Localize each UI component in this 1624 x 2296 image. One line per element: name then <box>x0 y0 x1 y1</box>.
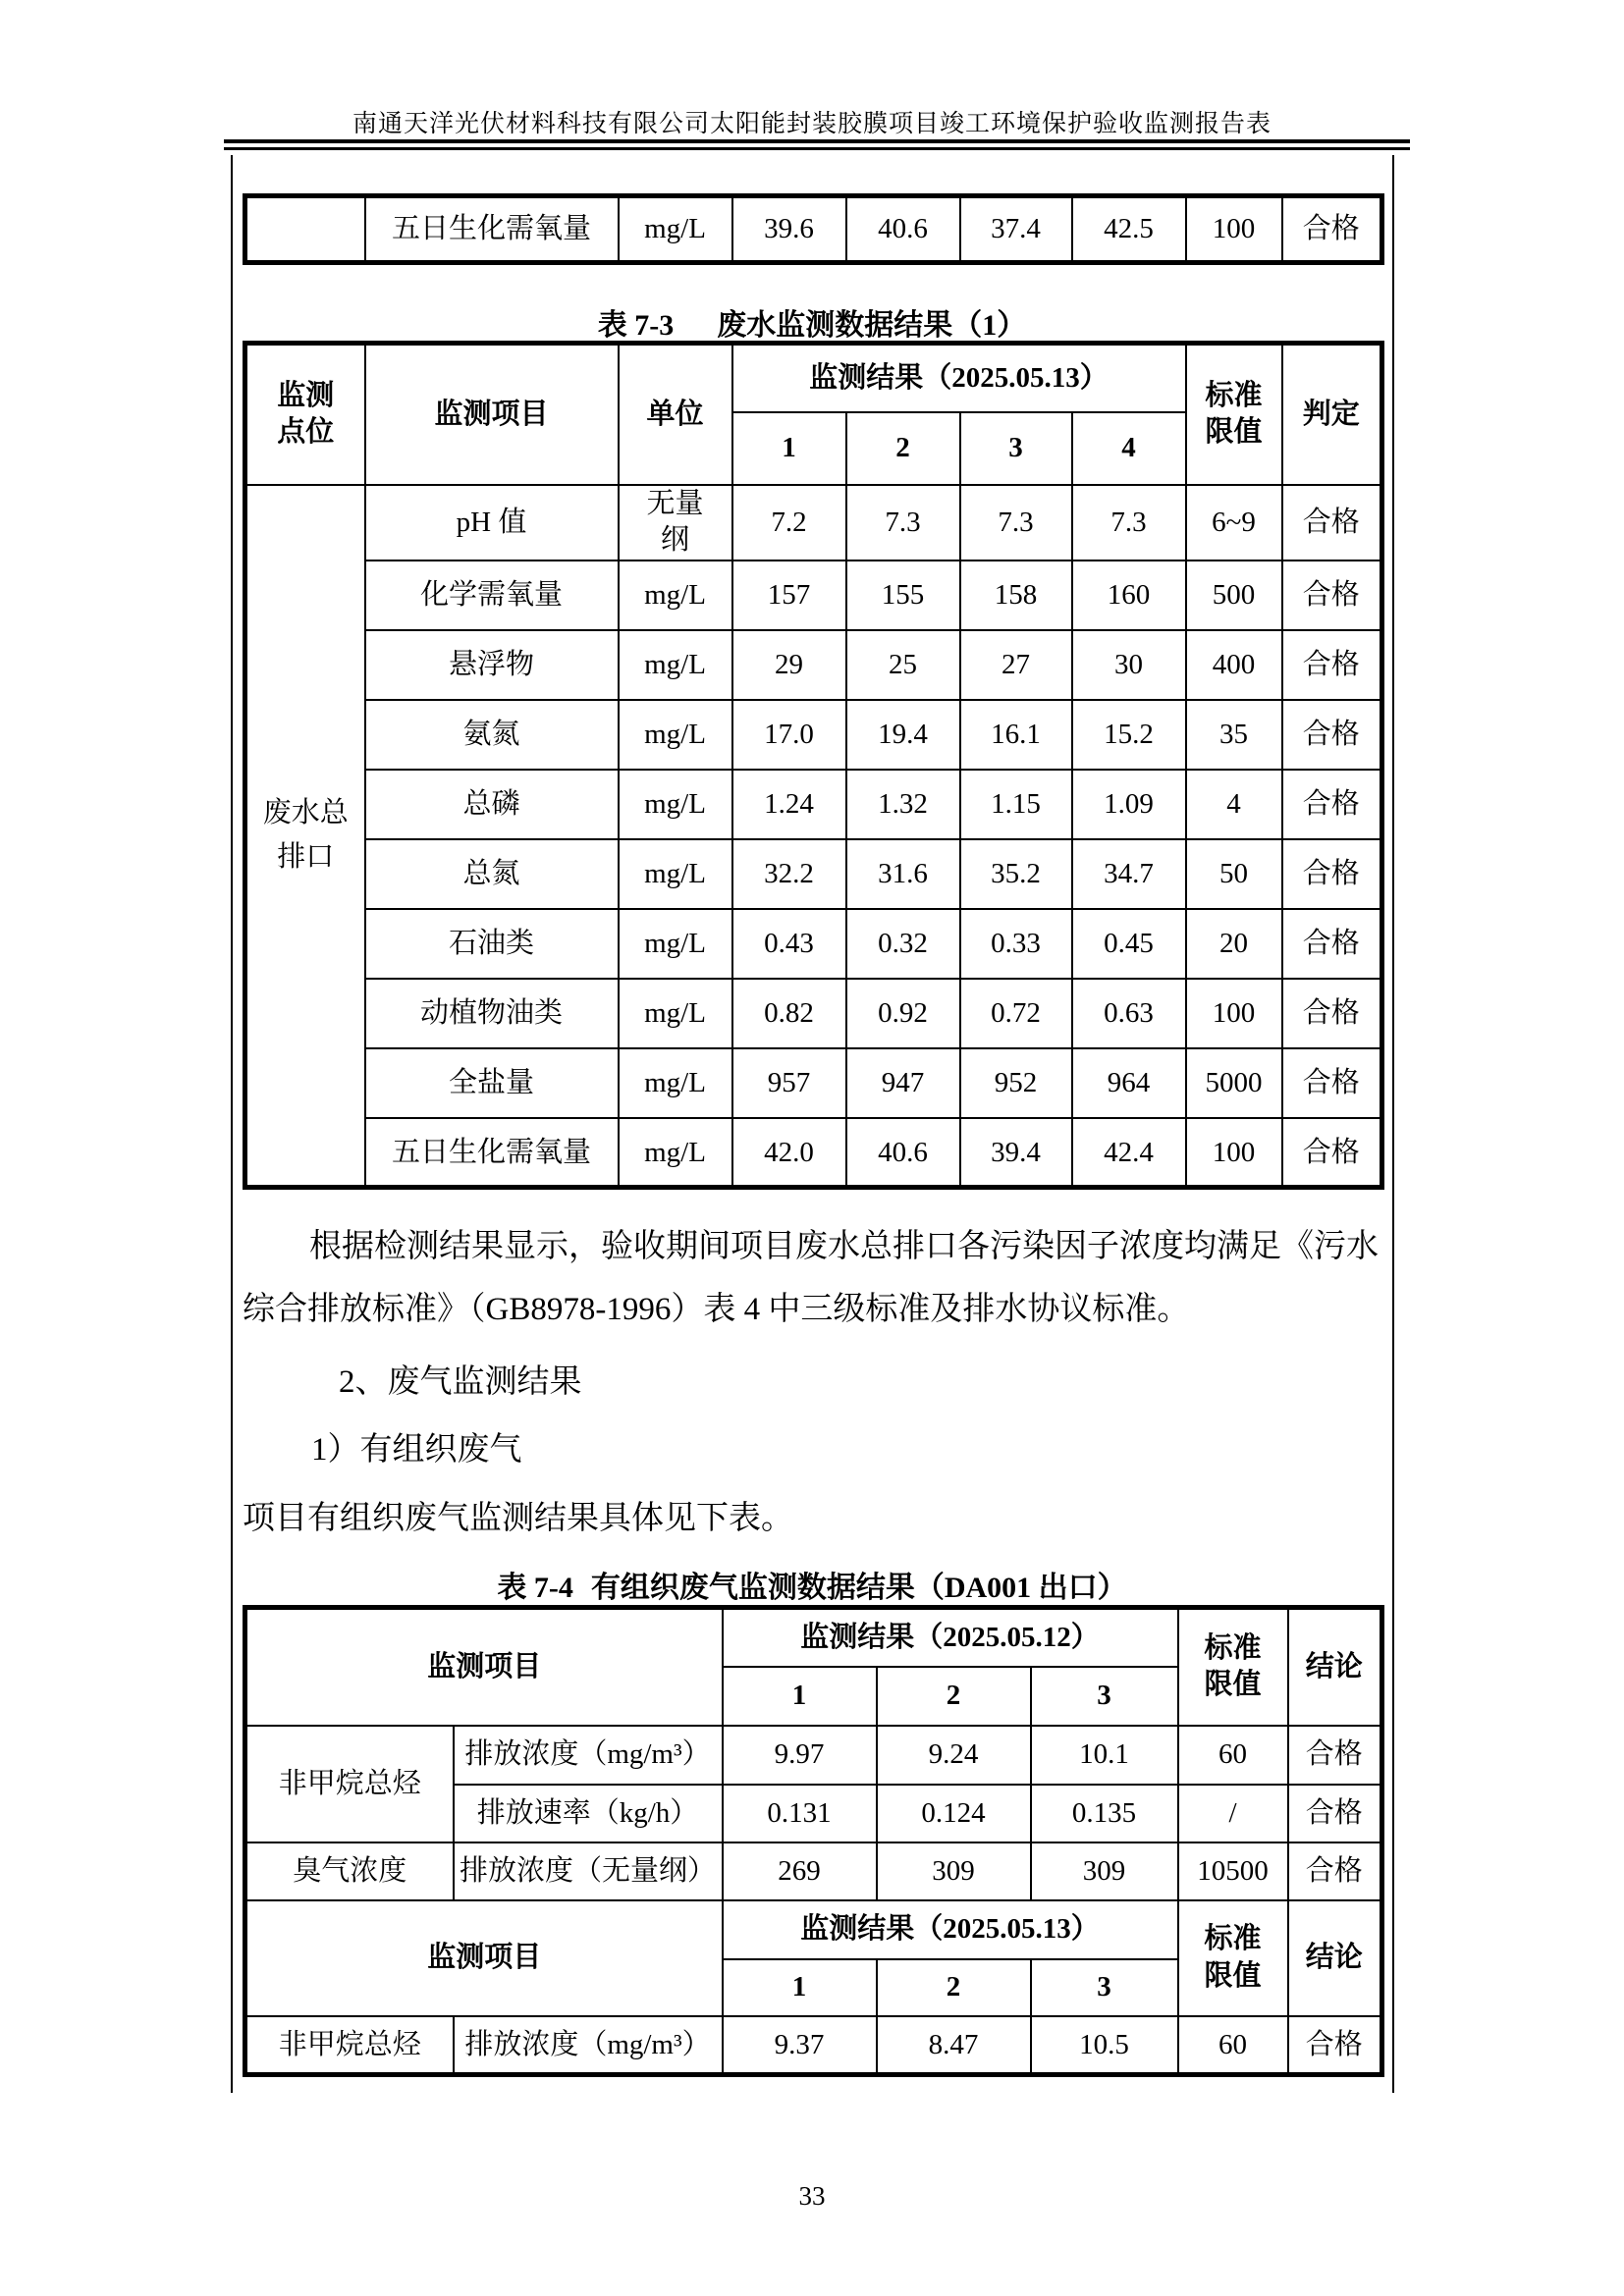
left-page-rule <box>231 155 233 2093</box>
table-row <box>245 1726 1382 1785</box>
header-limit-text: 标准限值 <box>1204 1631 1262 1701</box>
cell-result-4: 42.5 <box>1072 196 1186 263</box>
cell-unit: mg/L <box>619 1118 732 1188</box>
cell-result-2: 7.3 <box>846 485 960 561</box>
cell-result-2: 309 <box>877 1842 1031 1900</box>
table-7-3-caption <box>243 300 1381 344</box>
cell-unit: mg/L <box>619 561 732 630</box>
header-item: 监测项目 <box>245 1608 723 1726</box>
carryover-row <box>245 196 1382 263</box>
cell-monitor-point-empty <box>245 196 365 263</box>
header-row-1 <box>245 344 1382 412</box>
cell-result-2: 19.4 <box>846 700 960 770</box>
cell-result-4: 15.2 <box>1072 700 1186 770</box>
header-sample-2: 2 <box>877 1959 1031 2016</box>
cell-result-1: 157 <box>732 561 846 630</box>
cell-result-4: 0.45 <box>1072 909 1186 979</box>
paragraph-1-line-2: 综合排放标准》（GB8978-1996）表 4 中三级标准及排水协议标准。 <box>243 1292 1190 1327</box>
cell-limit: 100 <box>1186 1118 1282 1188</box>
table-row <box>245 485 1382 561</box>
cell-result-2: 9.24 <box>877 1726 1031 1785</box>
cell-limit: 5000 <box>1186 1048 1282 1118</box>
cell-result-3: 10.5 <box>1031 2016 1178 2075</box>
cell-unit: mg/L <box>619 630 732 700</box>
cell-result-2: 1.32 <box>846 770 960 839</box>
cell-judgement: 合格 <box>1282 909 1382 979</box>
cell-result-4: 1.09 <box>1072 770 1186 839</box>
carryover-table <box>243 193 1384 265</box>
cell-result-3: 0.135 <box>1031 1785 1178 1842</box>
cell-result-1: 42.0 <box>732 1118 846 1188</box>
cell-judgement: 合格 <box>1282 561 1382 630</box>
cell-judgement: 合格 <box>1282 1118 1382 1188</box>
cell-unit: mg/L <box>619 909 732 979</box>
cell-result-3: 7.3 <box>960 485 1072 561</box>
gas-header-row-3 <box>245 1900 1382 1959</box>
cell-limit: 60 <box>1178 2016 1288 2075</box>
table-row <box>245 1118 1382 1188</box>
table-row <box>245 700 1382 770</box>
cell-judgement: 合格 <box>1282 1048 1382 1118</box>
cell-judgement: 合格 <box>1288 1785 1382 1842</box>
cell-item: 动植物油类 <box>365 979 619 1048</box>
cell-result-3: 952 <box>960 1048 1072 1118</box>
cell-judgement: 合格 <box>1282 196 1382 263</box>
cell-judgement: 合格 <box>1288 1842 1382 1900</box>
header-conclusion: 结论 <box>1288 1608 1382 1726</box>
cell-result-2: 0.124 <box>877 1785 1031 1842</box>
gas-header-row-1 <box>245 1608 1382 1667</box>
cell-result-1: 0.131 <box>723 1785 877 1842</box>
paragraph-4: 项目有组织废气监测结果具体见下表。 <box>243 1501 793 1536</box>
header-unit: 单位 <box>619 344 732 485</box>
cell-result-3: 37.4 <box>960 196 1072 263</box>
header-sample-1: 1 <box>723 1959 877 2016</box>
table-row <box>245 1842 1382 1900</box>
cell-result-1: 9.37 <box>723 2016 877 2075</box>
header-result-group: 监测结果（2025.05.12） <box>723 1608 1178 1667</box>
cell-result-4: 160 <box>1072 561 1186 630</box>
paragraph-1-line-1: 根据检测结果显示，验收期间项目废水总排口各污染因子浓度均满足《污水 <box>309 1229 1379 1264</box>
table-row <box>245 2016 1382 2075</box>
header-double-rule-bottom <box>224 147 1410 150</box>
cell-result-4: 964 <box>1072 1048 1186 1118</box>
cell-result-3: 35.2 <box>960 839 1072 909</box>
cell-result-1: 957 <box>732 1048 846 1118</box>
cell-limit: 100 <box>1186 979 1282 1048</box>
cell-unit: mg/L <box>619 770 732 839</box>
cell-result-3: 16.1 <box>960 700 1072 770</box>
cell-parameter: 排放浓度（mg/m³） <box>454 1726 723 1785</box>
header-monitor-point <box>245 344 365 485</box>
cell-item: pH 值 <box>365 485 619 561</box>
cell-unit: mg/L <box>619 196 732 263</box>
cell-item: 五日生化需氧量 <box>365 196 619 263</box>
table-row <box>245 979 1382 1048</box>
cell-result-2: 155 <box>846 561 960 630</box>
cell-result-2: 0.92 <box>846 979 960 1048</box>
table-row <box>245 561 1382 630</box>
cell-result-1: 32.2 <box>732 839 846 909</box>
header-item: 监测项目 <box>245 1900 723 2016</box>
cell-result-3: 10.1 <box>1031 1726 1178 1785</box>
cell-result-2: 25 <box>846 630 960 700</box>
cell-item: 全盐量 <box>365 1048 619 1118</box>
header-sample-1: 1 <box>732 412 846 485</box>
cell-result-2: 8.47 <box>877 2016 1031 2075</box>
cell-judgement: 合格 <box>1282 630 1382 700</box>
page-number: 33 <box>798 2181 826 2211</box>
caption-title: 废水监测数据结果（1） <box>717 309 1027 342</box>
header-sample-3: 3 <box>1031 1959 1178 2016</box>
monitor-point-text: 废水总排口 <box>262 797 349 873</box>
header-judgement: 判定 <box>1282 344 1382 485</box>
header-sample-1: 1 <box>723 1667 877 1726</box>
cell-judgement: 合格 <box>1288 1726 1382 1785</box>
cell-limit: 10500 <box>1178 1842 1288 1900</box>
cell-judgement: 合格 <box>1282 979 1382 1048</box>
cell-result-3: 1.15 <box>960 770 1072 839</box>
cell-parameter: 排放浓度（mg/m³） <box>454 2016 723 2075</box>
cell-limit: 35 <box>1186 700 1282 770</box>
header-limit <box>1178 1900 1288 2016</box>
cell-result-1: 17.0 <box>732 700 846 770</box>
cell-result-2: 947 <box>846 1048 960 1118</box>
paragraph-3: 1）有组织废气 <box>311 1432 522 1468</box>
cell-result-1: 7.2 <box>732 485 846 561</box>
cell-result-2: 40.6 <box>846 196 960 263</box>
cell-result-4: 30 <box>1072 630 1186 700</box>
header-limit <box>1178 1608 1288 1726</box>
cell-result-1: 0.43 <box>732 909 846 979</box>
cell-result-3: 39.4 <box>960 1118 1072 1188</box>
cell-result-2: 0.32 <box>846 909 960 979</box>
cell-unit: mg/L <box>619 1048 732 1118</box>
cell-result-1: 269 <box>723 1842 877 1900</box>
cell-result-2: 31.6 <box>846 839 960 909</box>
header-sample-4: 4 <box>1072 412 1186 485</box>
cell-judgement: 合格 <box>1282 839 1382 909</box>
cell-item: 总磷 <box>365 770 619 839</box>
cell-pollutant: 非甲烷总烃 <box>245 2016 454 2075</box>
table-7-4-caption <box>243 1563 1381 1606</box>
cell-limit: 100 <box>1186 196 1282 263</box>
cell-result-1: 1.24 <box>732 770 846 839</box>
cell-judgement: 合格 <box>1282 485 1382 561</box>
cell-result-4: 42.4 <box>1072 1118 1186 1188</box>
page-header-title: 南通天洋光伏材料科技有限公司太阳能封装胶膜项目竣工环境保护验收监测报告表 <box>352 111 1272 137</box>
cell-unit <box>619 485 732 561</box>
cell-judgement: 合格 <box>1282 770 1382 839</box>
cell-result-1: 29 <box>732 630 846 700</box>
header-limit <box>1186 344 1282 485</box>
cell-limit: 500 <box>1186 561 1282 630</box>
cell-result-3: 0.33 <box>960 909 1072 979</box>
cell-item: 石油类 <box>365 909 619 979</box>
cell-judgement: 合格 <box>1288 2016 1382 2075</box>
cell-result-1: 39.6 <box>732 196 846 263</box>
cell-result-4: 0.63 <box>1072 979 1186 1048</box>
header-item: 监测项目 <box>365 344 619 485</box>
cell-result-3: 309 <box>1031 1842 1178 1900</box>
cell-parameter: 排放速率（kg/h） <box>454 1785 723 1842</box>
caption-label: 表 7-4 <box>497 1572 573 1604</box>
cell-result-4: 34.7 <box>1072 839 1186 909</box>
cell-limit: / <box>1178 1785 1288 1842</box>
header-sample-2: 2 <box>846 412 960 485</box>
cell-pollutant: 臭气浓度 <box>245 1842 454 1900</box>
cell-unit: mg/L <box>619 979 732 1048</box>
caption-label: 表 7-3 <box>597 309 675 342</box>
cell-monitor-point <box>245 485 365 1188</box>
cell-item: 氨氮 <box>365 700 619 770</box>
cell-result-3: 27 <box>960 630 1072 700</box>
gas-table <box>243 1605 1384 2077</box>
cell-result-3: 158 <box>960 561 1072 630</box>
table-row <box>245 839 1382 909</box>
header-sample-3: 3 <box>960 412 1072 485</box>
cell-result-3: 0.72 <box>960 979 1072 1048</box>
cell-limit: 6~9 <box>1186 485 1282 561</box>
cell-limit: 60 <box>1178 1726 1288 1785</box>
cell-item: 化学需氧量 <box>365 561 619 630</box>
cell-parameter: 排放浓度（无量纲） <box>454 1842 723 1900</box>
cell-limit: 50 <box>1186 839 1282 909</box>
cell-item: 五日生化需氧量 <box>365 1118 619 1188</box>
cell-limit: 400 <box>1186 630 1282 700</box>
cell-item: 总氮 <box>365 839 619 909</box>
header-result-group: 监测结果（2025.05.13） <box>723 1900 1178 1959</box>
cell-limit: 20 <box>1186 909 1282 979</box>
cell-judgement: 合格 <box>1282 700 1382 770</box>
cell-result-2: 40.6 <box>846 1118 960 1188</box>
table-row <box>245 1048 1382 1118</box>
wastewater-table <box>243 341 1384 1190</box>
cell-item: 悬浮物 <box>365 630 619 700</box>
cell-pollutant: 非甲烷总烃 <box>245 1726 454 1842</box>
caption-title: 有组织废气监测数据结果（DA001 出口） <box>590 1572 1127 1604</box>
header-monitor-point-text: 监测点位 <box>277 379 335 449</box>
table-row <box>245 630 1382 700</box>
cell-unit-text: 无量纲 <box>646 487 704 557</box>
cell-result-1: 0.82 <box>732 979 846 1048</box>
header-conclusion: 结论 <box>1288 1900 1382 2016</box>
right-page-rule <box>1392 155 1394 2093</box>
header-double-rule-top <box>224 139 1410 143</box>
cell-result-4: 7.3 <box>1072 485 1186 561</box>
header-limit-text: 标准限值 <box>1204 1922 1262 1992</box>
header-sample-2: 2 <box>877 1667 1031 1726</box>
cell-unit: mg/L <box>619 700 732 770</box>
table-row <box>245 770 1382 839</box>
header-sample-3: 3 <box>1031 1667 1178 1726</box>
header-result-group: 监测结果（2025.05.13） <box>732 344 1186 412</box>
cell-unit: mg/L <box>619 839 732 909</box>
header-limit-text: 标准限值 <box>1205 379 1263 449</box>
paragraph-2: 2、废气监测结果 <box>339 1364 582 1400</box>
cell-limit: 4 <box>1186 770 1282 839</box>
cell-result-1: 9.97 <box>723 1726 877 1785</box>
table-row <box>245 909 1382 979</box>
